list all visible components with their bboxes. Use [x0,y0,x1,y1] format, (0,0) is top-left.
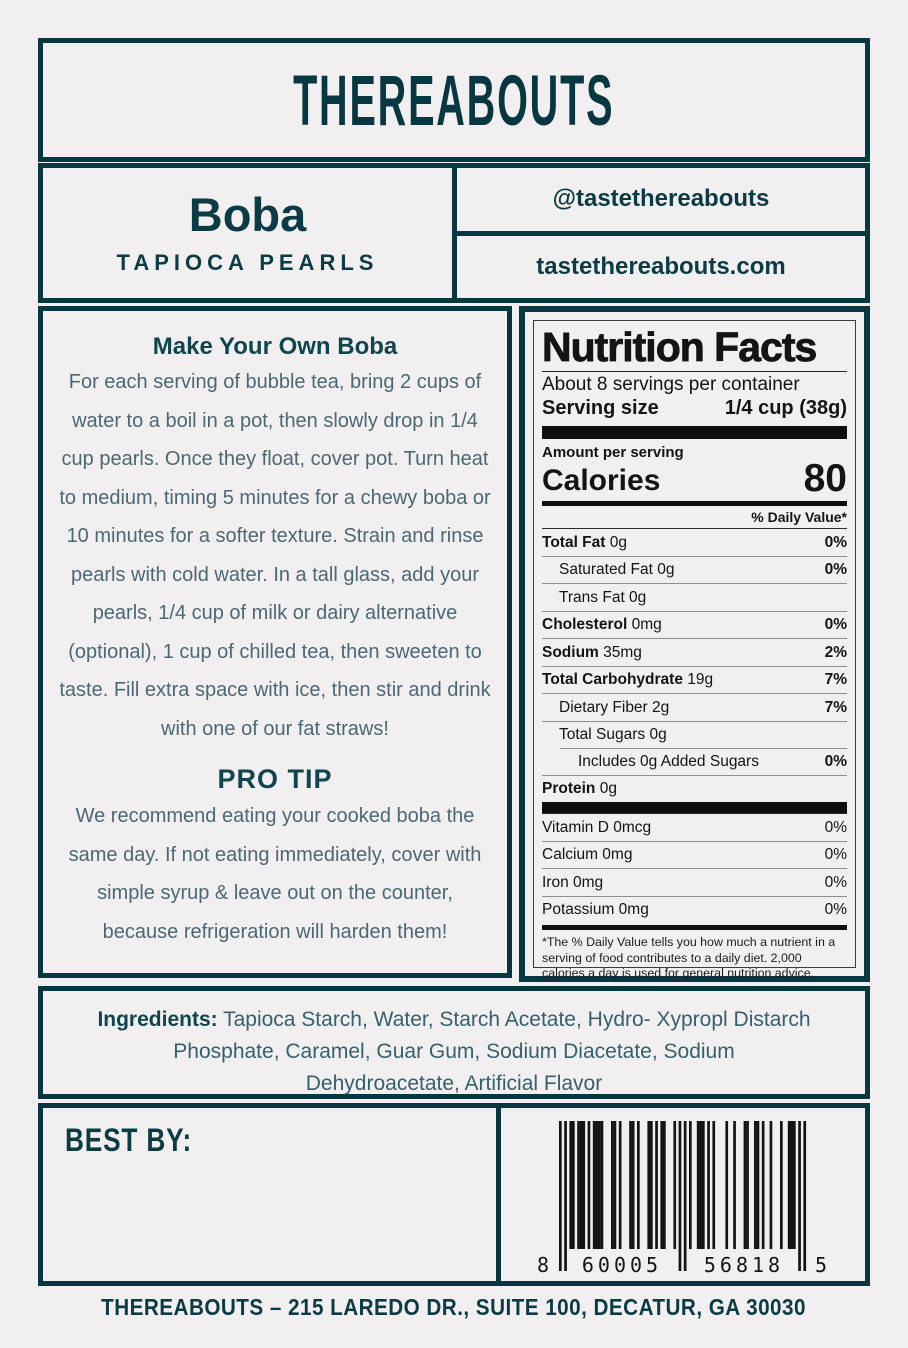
footer-address: THEREABOUTS – 215 LAREDO DR., SUITE 100, DECATUR, GA 30030 [101,1294,807,1320]
social-column [457,168,865,298]
nutrition-facts-box [519,306,870,982]
nutrition-facts-panel [533,320,856,980]
nutrition-row: Saturated Fat 0g 0% [542,556,847,584]
nutrition-footnote: *The % Daily Value tells you how much a nutrient in a serving of food contributes to a daily diet. 2,000 calories a day is used for general nutrition advice. [542,935,836,980]
nutrition-row: Cholesterol 0mg 0% [542,611,847,639]
vitamin-row: Calcium 0mg 0% [542,841,847,869]
product-subtitle: TAPIOCA PEARLS [116,249,379,275]
nutrition-row: Total Sugars 0g [542,721,847,749]
brand-header-box [38,38,870,162]
product-row [38,163,870,303]
brand-name: THEREABOUTS [293,60,615,140]
calories-label: Calories [542,464,661,498]
ingredients-label: Ingredients: [97,1008,218,1031]
best-by-cell [43,1108,501,1281]
vitamin-row: Iron 0mg 0% [542,868,847,896]
nutrition-rows [542,528,847,802]
barcode-digit-group: 60005 [581,1252,663,1277]
nutrition-row: Includes 0g Added Sugars 0% [542,748,847,775]
product-name: Boba [188,188,307,242]
product-name-cell [43,168,457,298]
social-handle-cell [457,168,865,236]
serving-size-row [542,397,847,420]
nutrition-row: Protein 0g [542,775,847,803]
recipe-body: For each serving of bubble tea, bring 2 cups of water to a boil in a pot, then slowly drop in 1/4 cup pearls. Once they float, cover pot. Turn heat to medium, timing 5 minutes for a chewy boba or 10 minutes for a softer texture. Strain and rinse pearls with cold water. In a tall glass, add your pearls, 1/4 cup of milk or dairy alternative (optional), 1 cup of chilled tea, then sweeten to taste. Fill extra space with ice, then stir and drink with one of our fat straws! [59,371,491,740]
ingredients-list: Tapioca Starch, Water, Starch Acetate, Hydro- Xypropl Distarch Phosphate, Caramel, Guar Gum, Sodium Diacetate, Sodium Dehydroacetate, Artificial Flavor [173,1008,811,1095]
best-by-label: BEST BY: [65,1122,193,1158]
barcode-cell [501,1108,865,1281]
website: tastethereabouts.com [536,252,786,280]
protip-title: PRO TIP [217,764,333,794]
footer [0,1294,908,1321]
vitamin-rows [542,813,847,923]
daily-value-header: % Daily Value* [751,509,847,526]
nutrition-title: Nutrition Facts [542,324,817,370]
thick-bar [542,802,847,813]
social-handle: @tastethereabouts [552,185,770,213]
barcode [537,1121,827,1277]
vitamin-row: Potassium 0mg 0% [542,896,847,924]
barcode-digit: 5 [814,1252,827,1277]
nutrition-row: Trans Fat 0g [542,583,847,611]
divider [542,371,847,372]
nutrition-row: Sodium 35mg 2% [542,638,847,666]
website-cell [457,236,865,299]
barcode-digit-group: 56818 [703,1252,785,1277]
vitamin-row: Vitamin D 0mcg 0% [542,813,847,841]
nutrition-row: Total Carbohydrate 19g 7% [542,666,847,694]
servings-per-container: About 8 servings per container [542,374,800,396]
amount-per-serving: Amount per serving [542,444,684,462]
protip-body: We recommend eating your cooked boba the same day. If not eating immediately, cover with simple syrup & leave out on the counter, because refrigeration will harden them! [68,805,482,943]
recipe-box [38,306,512,978]
serving-size-label: Serving size [542,397,659,420]
nutrition-row: Dietary Fiber 2g 7% [542,693,847,721]
serving-size-value: 1/4 cup (38g) [724,397,847,420]
thick-bar [542,426,847,439]
ingredients-text [95,1004,813,1100]
calories-row [542,457,847,501]
bestby-barcode-row [38,1103,870,1286]
barcode-bars [559,1121,807,1273]
calories-value: 80 [803,457,847,501]
ingredients-box [38,986,870,1099]
recipe-title: Make Your Own Boba [152,333,398,360]
nutrition-row: Total Fat 0g 0% [542,528,847,556]
barcode-digit: 8 [537,1252,550,1277]
